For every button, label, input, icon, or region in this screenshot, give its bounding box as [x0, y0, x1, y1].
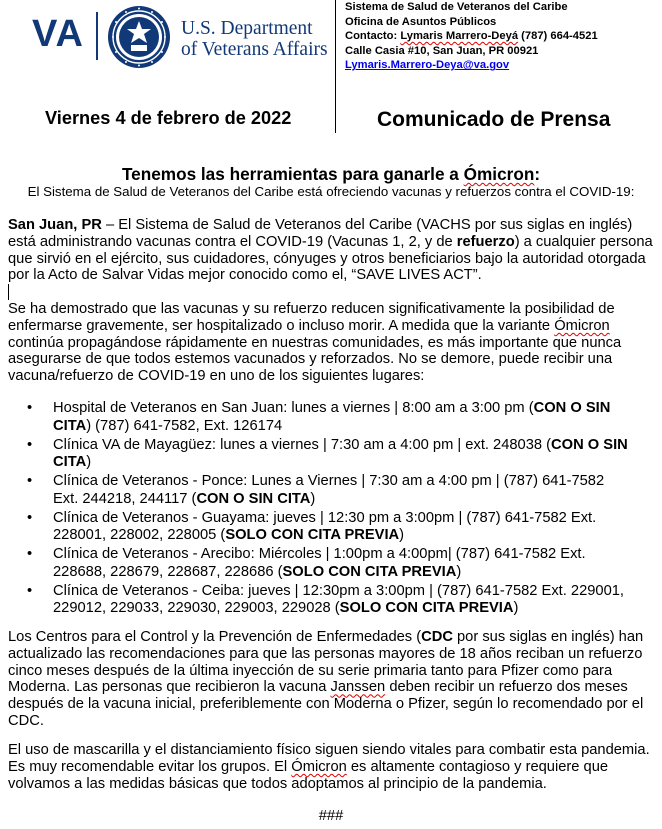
list-item [18, 473, 628, 508]
headline [0, 164, 662, 185]
va-seal-icon [107, 5, 171, 69]
location-text: Clínica de Veteranos - Ponce: Lunes a Viernes | 7:30 am a 4:00 pm | (787) 641-7582 Ext. 244218, 244117 ( [53, 473, 605, 507]
location-contact: ) [399, 527, 405, 543]
location-contact: ) [310, 490, 316, 507]
va-logo: VA [32, 13, 84, 55]
para2-omicron: Ómicron [554, 317, 610, 334]
location-text: Hospital de Veteranos en San Juan: lunes a viernes | 8:00 am a 3:00 pm ( [53, 400, 534, 416]
paragraph-cdc [8, 629, 658, 730]
contact-person [345, 29, 598, 44]
contact-email-link[interactable]: Lymaris.Marrero-Deya@va.gov [345, 59, 510, 72]
contact-address: Calle Casia #10, San Juan, PR 00921 [345, 44, 539, 57]
para4-text2: es altamente contagioso y requiere que volvamos a las medidas básicas que todos adoptamos al principio de la pandemia. [8, 758, 609, 792]
location-appointment: CON O SIN CITA [53, 436, 628, 470]
bullet-icon: • [27, 546, 33, 562]
para1-text2: ) a cualquier persona que sirvió en el ejército, sus cuidadores, cónyuges y otros beneficiarios bajo la autoridad otorgada por la Acto de Salvar Vidas mejor conocido como el, “SAVE LIVES ACT”. [8, 233, 653, 284]
locations-list [18, 400, 628, 619]
location-contact: ) [513, 600, 519, 616]
para1-text1: – El Sistema de Salud de Veteranos del Caribe (VACHS por sus siglas en inglés) está administrando vacunas contra el COVID-19 (Vacunas 1, 2, y de [8, 217, 633, 250]
para2-text2: continúa propagándose rápidamente en nuestras comunidades, es más importante que nunca asegurarse de que todos estemos vacunados y reforzados. No se demore, puede recibir una vacuna/refuerzo de COVID-19 en uno de los siguientes lugares: [8, 334, 622, 385]
text-cursor [8, 284, 9, 300]
location-text: Clínica de Veteranos - Arecibo: Miércoles | 1:00pm a 4:00pm| (787) 641-7582 Ext. 228688, 228679, 228687, 228686 ( [53, 546, 586, 580]
location-appointment: SOLO CON CITA PREVIA [225, 527, 400, 543]
logo-divider [96, 12, 98, 60]
headline-text: Tenemos las herramientas para ganarle a [121, 164, 464, 184]
list-item [18, 400, 628, 435]
bullet-icon: • [27, 582, 33, 599]
location-text: Clínica de Veteranos - Guayama: jueves | 12:30 pm a 3:00pm | (787) 641-7582 Ext. 228001, 228002, 228005 ( [53, 509, 597, 543]
department-line-2: of Veterans Affairs [181, 39, 328, 60]
contact-name: Lymaris Marrero-Deyá [400, 30, 519, 43]
location-appointment: CON O SIN CITA [53, 400, 611, 434]
list-item [18, 583, 628, 618]
para3-text2: por sus siglas en inglés) han actualizado las recomendaciones para que las personas mayores de 18 años reciban un refuerzo cinco meses después de la última inyección de su serie primaria tanto para Pfizer como para Moderna. Las personas que recibieron la vacuna [8, 629, 644, 696]
bullet-icon: • [27, 473, 33, 489]
paragraph-masks [8, 742, 658, 792]
bullet-icon: • [27, 509, 33, 526]
headline-omicron: Ómicron [463, 164, 535, 184]
location-appointment: SOLO CON CITA PREVIA [339, 600, 514, 616]
para4-omicron: Ómicron [291, 758, 347, 775]
list-item [18, 510, 628, 545]
release-type: Comunicado de Prensa [377, 108, 611, 131]
bullet-icon: • [27, 436, 33, 453]
contact-phone: (787) 664-4521 [518, 30, 598, 43]
para2-text1: Se ha demostrado que las vacunas y su refuerzo reducen significativamente la posibilidad de enfermarse gravemente, ser hospitalizado o incluso morir. A medida que la variante [8, 301, 615, 334]
paragraph-vaccines [8, 301, 658, 385]
dateline: San Juan, PR [8, 217, 102, 233]
para3-text1: Los Centros para el Control y la Prevención de Enfermedades ( [8, 629, 422, 645]
location-contact: ) [456, 563, 462, 580]
para1-bold: refuerzo [456, 233, 515, 250]
bullet-icon: • [27, 400, 33, 416]
release-date: Viernes 4 de febrero de 2022 [45, 108, 292, 128]
contact-office: Oficina de Asuntos Públicos [345, 15, 497, 28]
para3-cdc: CDC [421, 629, 453, 645]
location-text: Clínica de Veteranos - Ceiba: jueves | 12:30pm a 3:00pm | (787) 641-7582 Ext. 229001, 229012, 229033, 229030, 229003, 229028 ( [53, 582, 625, 616]
headline-colon: : [534, 164, 541, 184]
contact-label: Contacto: [345, 30, 401, 43]
end-mark: ### [318, 808, 344, 824]
department-name [181, 18, 328, 60]
location-text: Clínica VA de Mayagüez: lunes a viernes | 7:30 am a 4:00 pm | ext. 248038 ( [53, 436, 552, 453]
para3-text3: deben recibir un refuerzo dos meses después de la vacuna inicial, preferiblemente con Moderna o Pfizer, según lo recomendado por el CDC. [8, 679, 644, 729]
paragraph-intro [8, 217, 658, 284]
header-divider [335, 0, 336, 133]
para3-janssen: Janssen [330, 679, 386, 696]
location-appointment: SOLO CON CITA PREVIA [282, 563, 457, 580]
location-contact: ) [86, 454, 92, 470]
location-appointment: CON O SIN CITA [196, 490, 311, 507]
para4-text1: El uso de mascarilla y el distanciamiento físico siguen siendo vitales para combatir esta pandemia. Es muy recomendable evitar los grupos. El [8, 742, 650, 775]
location-contact: ) (787) 641-7582, Ext. 126174 [86, 417, 283, 434]
subheadline: El Sistema de Salud de Veteranos del Caribe está ofreciendo vacunas y refuerzos contra el COVID-19: [27, 184, 635, 199]
department-line-1: U.S. Department [181, 18, 313, 39]
contact-block [345, 0, 598, 73]
contact-org: Sistema de Salud de Veteranos del Caribe [345, 1, 568, 13]
list-item [18, 546, 628, 581]
list-item [18, 437, 628, 472]
